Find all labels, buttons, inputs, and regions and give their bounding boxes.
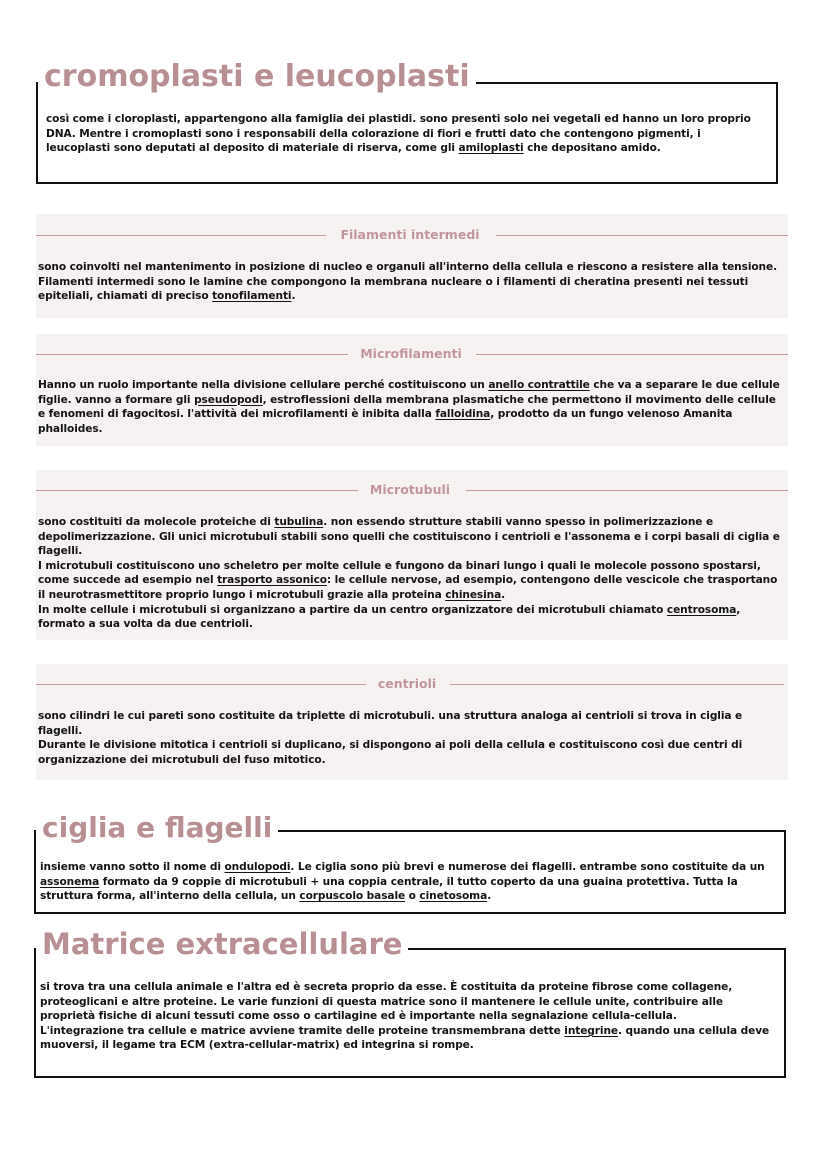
matrice-para-2: L'integrazione tra cellule e matrice avviene tramite delle proteine transmembrana dette integrine. quando una cellula deve muoversi, il legame tra ECM (extra-cellular-matrix) ed integrina si rompe. [40, 1024, 770, 1052]
term-cinetosoma: cinetosoma [419, 890, 488, 903]
filamenti-text: sono coinvolti nel mantenimento in posizione di nucleo e organuli all'interno della cellula e riescono a resistere alla tensione. Filamenti intermedi sono le lamine che compongono la membrana nucleare o i filamenti di cheratina presenti nei tessuti epiteliali, chiamati di preciso tonofilamenti. [38, 261, 777, 303]
centrioli-para-2: Durante le divisione mitotica i centrioli si duplicano, si dispongono ai poli della cellula e costituiscono così due centri di organizzazione dei microtubuli del fuso mitotico. [38, 739, 743, 766]
cromoplasti-title: cromoplasti e leucoplasti [38, 62, 476, 92]
microtubuli-rule-left [36, 490, 358, 491]
term-tonofilamenti: tonofilamenti [212, 290, 292, 303]
microfilamenti-text: Hanno un ruolo importante nella divisione cellulare perché costituiscono un anello contrattile che va a separare le due cellule figlie. vanno a formare gli pseudopodi, estroflessioni della membrana plasmatiche che permettono il movimento delle cellule e fenomeni di fagocitosi. l'attività dei microfilamenti è inibita dalla falloidina, prodotto da un fungo velenoso Amanita phalloides. [38, 379, 780, 435]
term-trasporto-assonico: trasporto assonico [217, 574, 327, 587]
microtubuli-para-3: In molte cellule i microtubuli si organizzano a partire da un centro organizzatore dei microtubuli chiamato centrosoma, formato a sua volta da due centrioli. [38, 603, 741, 631]
term-falloidina: falloidina [435, 408, 491, 421]
centrioli-rule-right [450, 684, 784, 685]
centrioli-text [38, 709, 783, 767]
term-centrosoma: centrosoma [666, 603, 737, 616]
microtubuli-text [38, 515, 783, 632]
term-integrine: integrine [564, 1024, 618, 1037]
ciglia-text: insieme vanno sotto il nome di ondulopodi. Le ciglia sono più brevi e numerose dei flagelli. entrambe sono costituite da un assonema formato da 9 coppie di microtubuli + una coppia centrale, il tutto coperto da una guaina protettiva. Tutta la struttura forma, all'interno della cellula, un corpuscolo basale o cinetosoma. [40, 861, 765, 903]
microfilamenti-title: Microfilamenti [360, 346, 462, 361]
microtubuli-para-1: sono costituiti da molecole proteiche di tubulina. non essendo strutture stabili vanno spesso in polimerizzazione e depolimerizzazione. Gli unici microtubuli stabili sono quelli che costituiscono i centrioli e l'assonema e i corpi basali di ciglia e flagelli. [38, 516, 780, 558]
term-corpuscolo-basale: corpuscolo basale [299, 890, 406, 903]
centrioli-para-1: sono cilindri le cui pareti sono costituite da triplette di microtubuli. una struttura analoga ai centrioli si trova in ciglia e flagelli. [38, 710, 743, 737]
term-assonema: assonema [40, 875, 100, 888]
filamenti-rule-right [496, 235, 788, 236]
matrice-para-1: si trova tra una cellula animale e l'altra ed è secreta proprio da esse. È costituita da proteine fibrose come collagene, proteoglicani e altre proteine. Le varie funzioni di questa matrice sono il mantenere le cellule unite, contribuire alle proprietà fisiche di alcuni tessuti come osso o cartilagine ed è importante nella segnalazione cellula-cellula. [40, 981, 733, 1023]
microtubuli-para-2: I microtubuli costituiscono uno scheletro per molte cellule e fungono da binari lungo i quali le molecole possono spostarsi, come succede ad esempio nel trasporto assonico: le cellule nervose, ad esempio, contengono delle vescicole che trasportano il neurotrasmettitore proprio lungo i microtubuli grazie alla proteina chinesina. [38, 559, 778, 601]
filamenti-rule-left [36, 235, 326, 236]
microfilamenti-rule-left [36, 354, 348, 355]
microfilamenti-rule-right [476, 354, 788, 355]
ciglia-title: ciglia e flagelli [36, 814, 278, 842]
matrice-text [40, 980, 778, 1053]
term-pseudopodi: pseudopodi [194, 393, 263, 406]
term-anello-contrattile: anello contrattile [488, 379, 590, 391]
term-tubulina: tubulina [274, 516, 324, 528]
term-chinesina: chinesina [445, 588, 502, 601]
microtubuli-rule-right [466, 490, 788, 491]
filamenti-title: Filamenti intermedi [340, 227, 480, 242]
term-ondulopodi: ondulopodi [224, 861, 291, 873]
matrice-title: Matrice extracellulare [36, 930, 408, 959]
microtubuli-title: Microtubuli [369, 482, 451, 497]
cromoplasti-text: così come i cloroplasti, appartengono alla famiglia dei plastidi. sono presenti solo nei vegetali ed hanno un loro proprio DNA. Mentre i cromoplasti sono i responsabili della colorazione di fiori e frutti dato che contengono pigmenti, i leucoplasti sono deputati al deposito di materiale di riserva, come gli amiloplasti che depositano amido. [46, 113, 751, 155]
term-amiloplasti: amiloplasti [458, 142, 524, 155]
centrioli-rule-left [36, 684, 366, 685]
centrioli-title: centrioli [377, 676, 437, 691]
